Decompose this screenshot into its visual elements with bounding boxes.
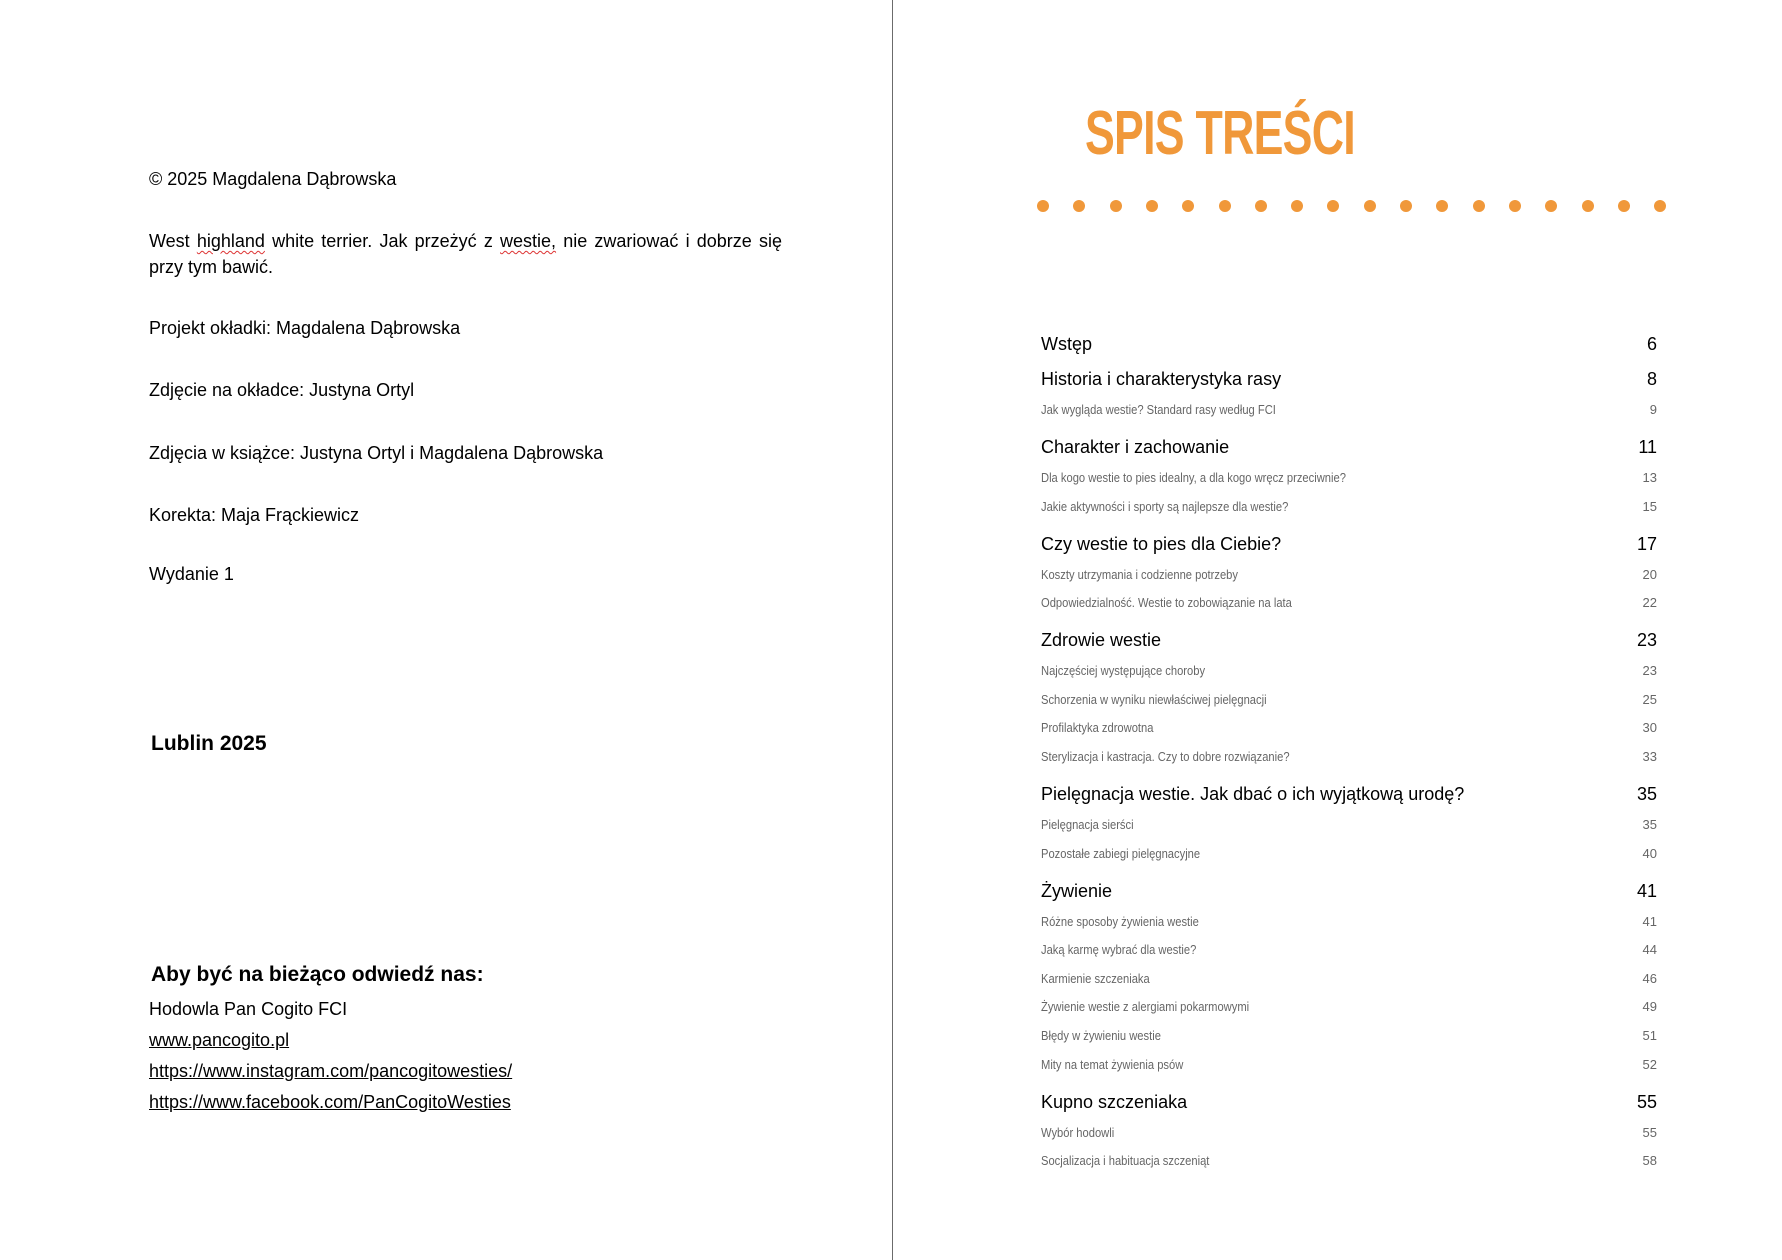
book-photos-credit: Zdjęcia w książce: Justyna Ortyl i Magdalena Dąbrowska	[149, 443, 604, 463]
right-page	[893, 0, 1782, 1260]
toc-chapter[interactable]	[1041, 881, 1657, 902]
toc-page-number: 33	[1642, 749, 1657, 764]
toc-label: Jakie aktywności i sporty są najlepsze dla westie?	[1041, 498, 1289, 514]
divider-dot	[1654, 200, 1666, 212]
toc-page-number: 51	[1642, 1028, 1657, 1043]
toc-label: Odpowiedzialność. Westie to zobowiązanie na lata	[1041, 595, 1292, 611]
divider-dot	[1255, 200, 1267, 212]
toc-label: Koszty utrzymania i codzienne potrzeby	[1041, 566, 1238, 582]
divider-dot	[1182, 200, 1194, 212]
toc-label: Żywienie westie z alergiami pokarmowymi	[1041, 999, 1250, 1015]
toc-chapter[interactable]	[1041, 334, 1657, 355]
toc-subsection[interactable]	[1041, 499, 1657, 514]
toc-label: Schorzenia w wyniku niewłaściwej pielęgnacji	[1041, 691, 1267, 707]
copyright-line: © 2025 Magdalena Dąbrowska	[149, 169, 397, 189]
toc-page-number: 35	[1642, 817, 1657, 832]
cover-design-credit: Projekt okładki: Magdalena Dąbrowska	[149, 318, 461, 338]
place-year: Lublin 2025	[151, 732, 267, 755]
divider-dot	[1327, 200, 1339, 212]
toc-subsection[interactable]	[1041, 1028, 1657, 1043]
toc-label: Kupno szczeniaka	[1041, 1091, 1188, 1112]
toc-subsection[interactable]	[1041, 692, 1657, 707]
toc-label: Pielęgnacja sierści	[1041, 817, 1134, 832]
toc-page-number: 35	[1636, 784, 1657, 804]
toc-label: Profilaktyka zdrowotna	[1041, 720, 1154, 736]
toc-page-number: 17	[1636, 533, 1657, 554]
toc-label: Wybór hodowli	[1041, 1124, 1115, 1140]
toc-label: Najczęściej występujące choroby	[1041, 663, 1206, 679]
toc-page-number: 40	[1642, 845, 1657, 861]
edition-line: Wydanie 1	[149, 564, 234, 584]
toc-chapter[interactable]	[1041, 437, 1657, 458]
divider-dot	[1364, 200, 1376, 212]
spellcheck-word[interactable]: highland	[196, 231, 265, 251]
divider-dot	[1545, 200, 1557, 212]
divider-dot	[1037, 200, 1049, 212]
toc-subsection[interactable]	[1041, 817, 1657, 832]
toc-page-number: 11	[1638, 437, 1657, 457]
toc-page-number: 20	[1642, 566, 1657, 582]
toc-chapter[interactable]	[1041, 630, 1657, 651]
toc-page-number: 15	[1642, 498, 1657, 514]
toc-label: Wstęp	[1041, 334, 1093, 354]
book-title-paragraph	[149, 228, 782, 280]
toc-title: SPIS TREŚCI	[1085, 99, 1355, 168]
toc-page-number: 8	[1646, 369, 1657, 389]
toc-label: Socjalizacja i habituacja szczeniąt	[1041, 1153, 1210, 1169]
divider-dot	[1146, 200, 1158, 212]
divider-dot	[1618, 200, 1630, 212]
toc-subsection[interactable]	[1041, 595, 1657, 610]
divider-dot	[1509, 200, 1521, 212]
toc-page-number: 30	[1642, 720, 1657, 736]
toc-subsection[interactable]	[1041, 720, 1657, 735]
title-part: West	[149, 231, 197, 251]
toc-subsection[interactable]	[1041, 914, 1657, 929]
toc-label: Mity na temat żywienia psów	[1041, 1056, 1184, 1072]
toc-label: Żywienie	[1041, 880, 1113, 901]
toc-page-number: 44	[1642, 942, 1657, 958]
toc-page-number: 41	[1642, 913, 1657, 929]
toc-page-number: 9	[1649, 402, 1657, 417]
toc-label: Pozostałe zabiegi pielęgnacyjne	[1041, 845, 1201, 861]
toc-label: Pielęgnacja westie. Jak dbać o ich wyjątkową urodę?	[1041, 784, 1465, 804]
toc-subsection[interactable]	[1041, 971, 1657, 986]
toc-label: Historia i charakterystyka rasy	[1041, 369, 1282, 389]
toc-label: Zdrowie westie	[1041, 630, 1162, 651]
divider-dot	[1073, 200, 1085, 212]
toc-subsection[interactable]	[1041, 663, 1657, 678]
toc-page-number: 55	[1642, 1124, 1657, 1140]
follow-heading: Aby być na bieżąco odwiedź nas:	[151, 963, 484, 986]
toc-label: Karmienie szczeniaka	[1041, 970, 1150, 986]
toc-subsection[interactable]	[1041, 567, 1657, 582]
toc-label: Różne sposoby żywienia westie	[1041, 913, 1199, 929]
cover-photo-credit: Zdjęcie na okładce: Justyna Ortyl	[149, 380, 415, 400]
toc-chapter[interactable]	[1041, 1092, 1657, 1113]
divider-dot	[1400, 200, 1412, 212]
toc-page-number: 23	[1642, 663, 1657, 679]
toc-subsection[interactable]	[1041, 402, 1657, 417]
toc-page-number: 49	[1642, 999, 1657, 1015]
divider-dot	[1219, 200, 1231, 212]
toc-chapter[interactable]	[1041, 784, 1657, 805]
toc-chapter[interactable]	[1041, 369, 1657, 390]
divider-dot	[1436, 200, 1448, 212]
toc-page-number: 25	[1642, 691, 1657, 707]
divider-dot	[1473, 200, 1485, 212]
spellcheck-word[interactable]: westie,	[500, 231, 557, 251]
toc-subsection[interactable]	[1041, 1057, 1657, 1072]
toc-page-number: 58	[1642, 1153, 1657, 1169]
dot-divider	[1037, 200, 1667, 212]
title-part: nie zwariować i dobrze się przy tym bawić.	[149, 231, 782, 277]
title-part: white terrier. Jak przeżyć z	[264, 231, 501, 251]
toc-page-number: 46	[1642, 970, 1657, 986]
proofreading-credit: Korekta: Maja Frąckiewicz	[149, 505, 360, 525]
toc-subsection[interactable]	[1041, 846, 1657, 861]
instagram-link[interactable]: https://www.instagram.com/pancogitowesties/	[149, 1061, 513, 1081]
toc-chapter[interactable]	[1041, 534, 1657, 555]
toc-page-number: 52	[1642, 1056, 1657, 1072]
website-link[interactable]: www.pancogito.pl	[149, 1030, 290, 1050]
toc-label: Jaką karmę wybrać dla westie?	[1041, 942, 1197, 958]
toc-label: Dla kogo westie to pies idealny, a dla kogo wręcz przeciwnie?	[1041, 470, 1346, 485]
toc-subsection[interactable]	[1041, 999, 1657, 1014]
toc-subsection[interactable]	[1041, 470, 1657, 485]
toc-label: Charakter i zachowanie	[1041, 437, 1230, 457]
toc-subsection[interactable]	[1041, 1125, 1657, 1140]
toc-label: Błędy w żywieniu westie	[1041, 1028, 1161, 1043]
divider-dot	[1291, 200, 1303, 212]
toc-label: Czy westie to pies dla Ciebie?	[1041, 533, 1282, 554]
toc-subsection[interactable]	[1041, 749, 1657, 764]
toc-label: Sterylizacja i kastracja. Czy to dobre rozwiązanie?	[1041, 749, 1290, 764]
toc-label: Jak wygląda westie? Standard rasy według FCI	[1041, 402, 1276, 417]
divider-dot	[1582, 200, 1594, 212]
divider-dot	[1110, 200, 1122, 212]
toc-page-number: 23	[1636, 630, 1657, 651]
toc-page-number: 13	[1642, 470, 1657, 485]
toc-page-number: 41	[1636, 880, 1657, 901]
toc-subsection[interactable]	[1041, 942, 1657, 957]
facebook-link[interactable]: https://www.facebook.com/PanCogitoWesties	[149, 1092, 511, 1112]
toc-page-number: 22	[1642, 595, 1657, 611]
toc-page-number: 55	[1636, 1091, 1657, 1112]
kennel-name: Hodowla Pan Cogito FCI	[149, 999, 348, 1019]
toc-page-number: 6	[1646, 334, 1657, 354]
toc-subsection[interactable]	[1041, 1153, 1657, 1168]
